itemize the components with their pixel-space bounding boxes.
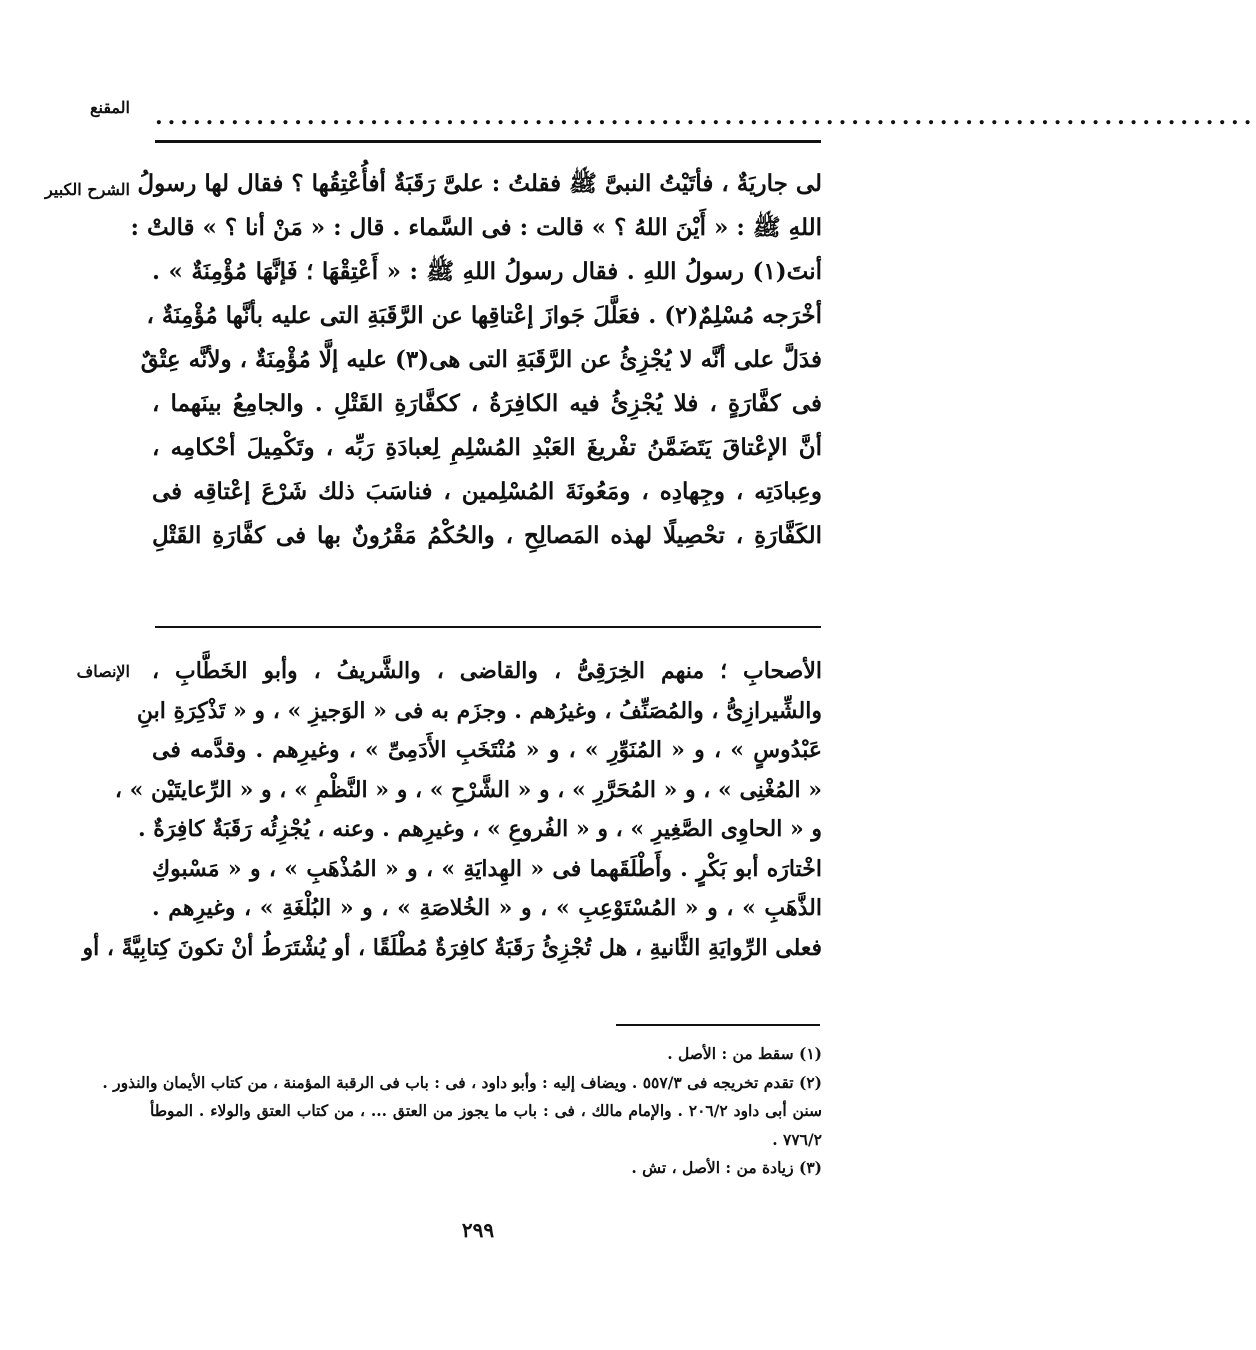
- sharh-line: أنتَ(١) رسولُ اللهِ . فقال رسولُ اللهِ ﷺ : « أَعْتِقْهَا ؛ فَإنَّهَا مُؤْمِنَةٌ » .: [152, 258, 822, 285]
- sharh-label: الشرح الكبير: [45, 180, 130, 199]
- footnote: (٢) تقدم تخريجه فى ٥٥٧/٣ . ويضاف إليه : وأبو داود ، فى : باب فى الرقبة المؤمنة ، من كتاب الأيمان والنذور .: [102, 1072, 822, 1092]
- insaf-line: الذَّهَبِ » ، و « المُسْتَوْعِبِ » ، و « الخُلاصَةِ » ، و « البُلْغَةِ » ، وغيرِهم .: [152, 895, 822, 921]
- sharh-line: فدَلَّ على أنَّه لا يُجْزِئُ عن الرَّقَبَةِ التى هى(٣) عليه إلَّا مُؤْمِنَةٌ ، ولأنَّه عِتْقٌ: [140, 346, 822, 373]
- footnote: (٣) زيادة من : الأصل ، تش .: [631, 1158, 822, 1177]
- footnote: سنن أبى داود ٢٠٦/٢ . والإمام مالك ، فى : باب ما يجوز من العتق ... ، من كتاب العتق والولاء . الموطأ: [150, 1101, 822, 1120]
- footnote: (١) سقط من : الأصل .: [667, 1044, 822, 1063]
- footnotes: [102, 1040, 822, 1183]
- sharh-line: الكَفَّارَةِ ، تحْصِيلًا لهذه المَصالِحِ ، والحُكْمُ مَقْرُونٌ بها فى كفَّارَةِ القَتْلِ: [152, 522, 822, 549]
- sharh-line: وعِبادَتِه ، وجِهادِه ، ومَعُونَةَ المُسْلِمين ، فناسَبَ ذلك شَرْعَ إعْتاقِه فى: [152, 478, 822, 505]
- section-rule: [155, 626, 821, 628]
- footnote: ٧٧٦/٢ .: [772, 1129, 822, 1149]
- sharh-line: اللهِ ﷺ : « أَيْنَ اللهُ ؟ » قالت : فى السَّماء . قال : « مَنْ أنا ؟ » قالتْ :: [130, 214, 822, 241]
- sharh-line: فى كفَّارَةٍ ، فلا يُجْزِئُ فيه الكافِرَةُ ، ككفَّارَةِ القَتْلِ . والجامِعُ بينَهما ،: [152, 390, 822, 417]
- header-dotted-line: .......................................................................................: [155, 104, 1256, 130]
- insaf-line: « المُغْنِى » ، و « المُحَرَّرِ » ، و « الشَّرْحِ » ، و « النَّظْمِ » ، و « الرِّعايتَيْن » ،: [114, 776, 822, 803]
- insaf-label: الإنصاف: [76, 662, 130, 681]
- page-number: ٢٩٩: [461, 1218, 495, 1242]
- insaf-line: الأصحابِ ؛ منهم الخِرَقِىُّ ، والقاضى ، والشَّريفُ ، وأبو الخَطَّابِ ،: [152, 658, 822, 684]
- sharh-line: لى جاريَةٌ ، فأتَيْتُ النبىَّ ﷺ فقلتُ : علىَّ رَقَبَةٌ أفأُعْتِقُها ؟ فقال لها رسولُ: [137, 170, 822, 197]
- insaf-line: والشِّيرازِىُّ ، والمُصَنِّفُ ، وغيرُهم . وجزَم به فى « الوَجيزِ » ، و « تَذْكِرَةِ ابنِ: [136, 697, 822, 724]
- insaf-line: و « الحاوِى الصَّغِيرِ » ، و « الفُروعِ » ، وغيرِهم . وعنه ، يُجْزِئُه رَقَبَةٌ كافِرَةٌ .: [137, 816, 822, 842]
- header-rule: [155, 140, 821, 143]
- insaf-line: عَبْدُوسٍ » ، و « المُنَوِّرِ » ، و « مُنْتَخَبِ الأَدَمِىِّ » ، وغيرِهم . وقدَّمه فى: [152, 737, 822, 763]
- sharh-line: أخْرَجه مُسْلِمٌ(٢) . فعَلَّلَ جَوازَ إعْتاقِها عن الرَّقَبَةِ التى عليه بأنَّها مُؤْمِنَةٌ ،: [146, 302, 822, 329]
- insaf-line: اخْتارَه أبو بَكْرٍ . وأَطْلَقَهما فى « الهِدايَةِ » ، و « المُذْهَبِ » ، و « مَسْبوكِ: [152, 855, 822, 882]
- footnote-rule: [616, 1024, 820, 1026]
- header-label-muqni: المقنع: [89, 98, 130, 117]
- sharh-line: أنَّ الإعْتاقَ يَتَضَمَّنُ تفْريغَ العَبْدِ المُسْلِمِ لِعبادَةِ رَبِّه ، وتَكْمِيلَ أحْكامِه ،: [152, 434, 822, 461]
- sharh-text: [130, 162, 822, 558]
- insaf-line: فعلى الرِّوايَةِ الثَّانيةِ ، هل تُجْزِئُ رَقَبَةٌ كافِرَةٌ مُطْلَقًا ، أو يُشْتَرَطُ أنْ تكونَ كِتابِيَّةً ، أو: [82, 934, 822, 961]
